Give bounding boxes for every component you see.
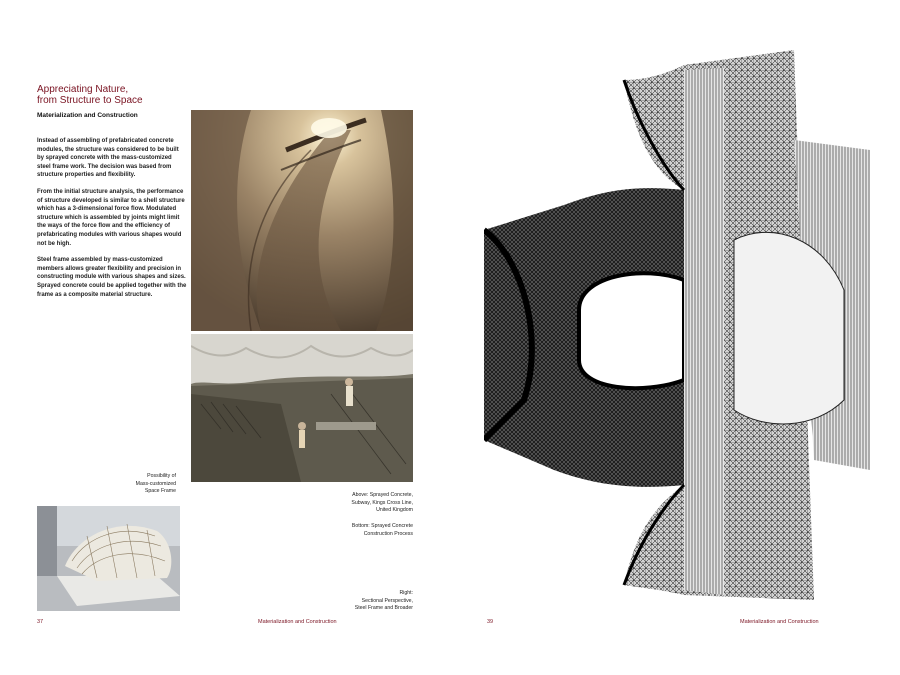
caption-line: Possibility of [147, 473, 176, 479]
caption-above [300, 492, 413, 515]
tunnel-photo [191, 110, 413, 331]
paragraph: From the initial structure analysis, the performance of structure developed is similar to a shell structure which has a 3-dimensional force flow. Modulated structure which is assembled by joints might limit the ways of the force flow and the efficiency of prefabricating modules with various shapes would not be high. [37, 188, 185, 247]
caption-line: Right: [399, 590, 413, 596]
steel-frame-sectional-render [484, 40, 870, 600]
construction-photo [191, 334, 413, 482]
page-title [37, 84, 187, 106]
section-subtitle: Materialization and Construction [37, 112, 138, 119]
caption-line: Construction Process [363, 530, 413, 537]
title-line-2: from Structure to Space [37, 95, 143, 106]
caption-line: United Kingdom [376, 507, 413, 514]
caption-right [300, 590, 413, 613]
body-text [37, 137, 187, 307]
page-number: 37 [37, 619, 44, 625]
caption-line: Space Frame [144, 488, 176, 495]
caption-space-frame [90, 473, 176, 496]
caption-line: Subway, Kings Cross Line, [351, 499, 413, 506]
caption-line: Steel Frame and Broader [354, 605, 413, 612]
caption-line: Above: Sprayed Concrete, [352, 492, 413, 498]
caption-bottom [300, 523, 413, 538]
footer-section-label: Materialization and Construction [258, 619, 337, 625]
caption-line: Sectional Perspective, [361, 597, 413, 604]
caption-line: Bottom: Sprayed Concrete [351, 523, 413, 529]
caption-line: Mass-customized [135, 480, 176, 487]
paragraph: Instead of assembling of prefabricated concrete modules, the structure was considered to be built by sprayed concrete with the mass-customized steel frame work. The decision was based from structure properties and flexibility. [37, 138, 179, 179]
footer-section-label: Materialization and Construction [740, 619, 819, 625]
page-number: 39 [487, 619, 494, 625]
title-line-1: Appreciating Nature, [37, 84, 129, 95]
space-frame-model-photo [37, 506, 180, 611]
paragraph: Steel frame assembled by mass-customized members allows greater flexibility and precision in constructing module with various shapes and sizes. Sprayed concrete could be applied together with the frame as a composite material structure. [37, 257, 187, 298]
